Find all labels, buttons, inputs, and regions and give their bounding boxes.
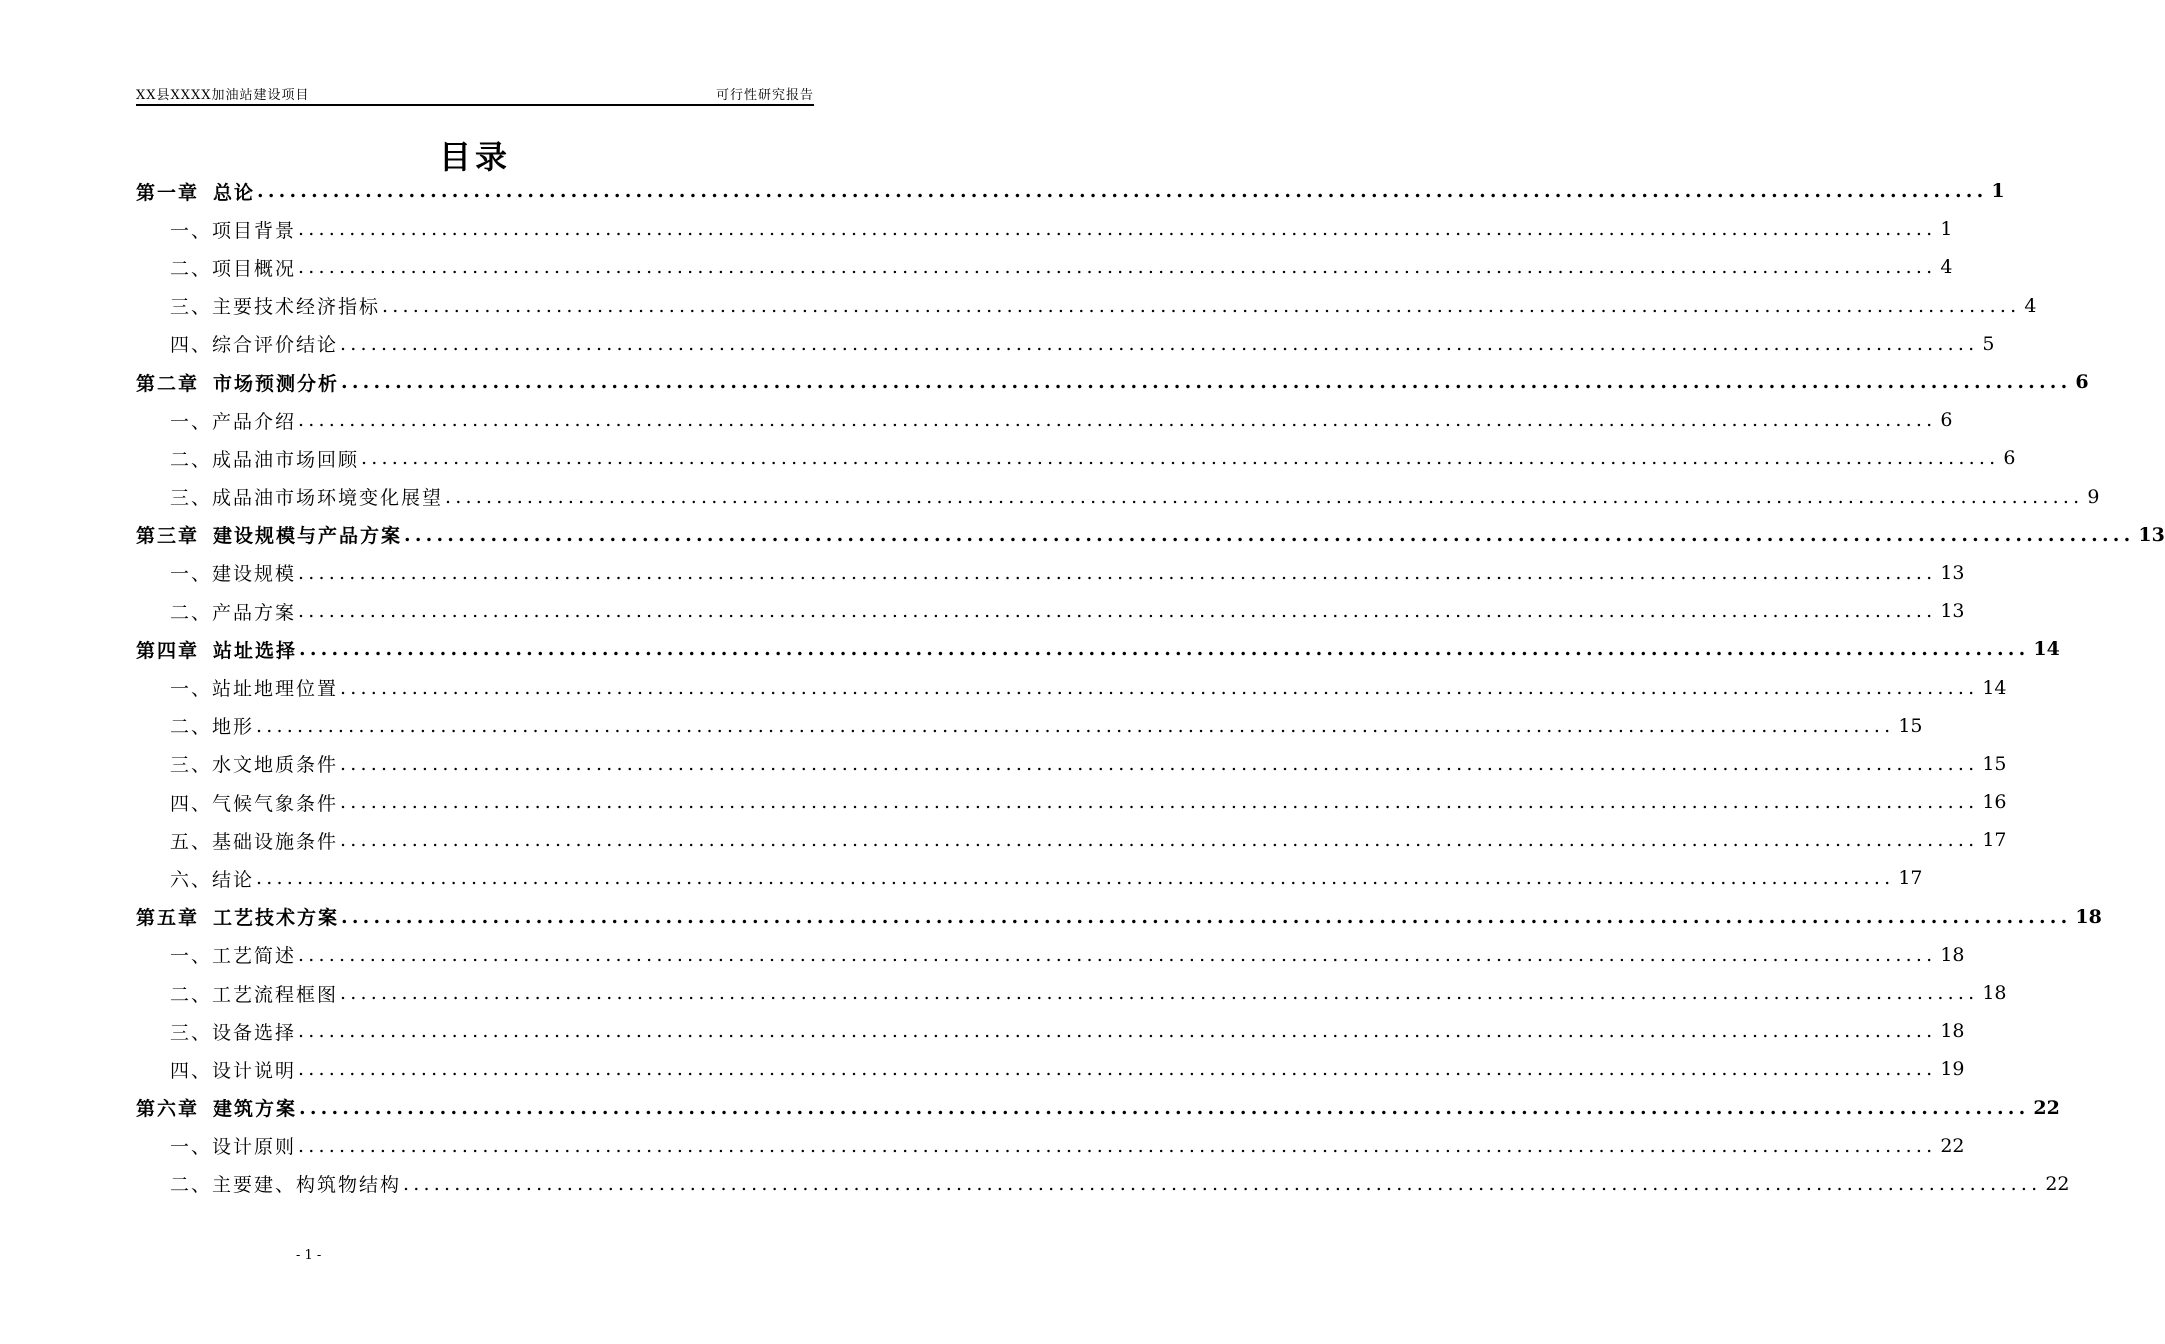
toc-dot-leader: ................................................................................................................................................................ [299,1096,2030,1119]
toc-entry-text: 一、设计原则 [170,1136,297,1159]
toc-section-entry[interactable] [136,936,1965,974]
toc-page-number: 6 [2075,371,2089,394]
toc-entry-title [170,407,296,434]
toc-entry-title [170,598,296,625]
toc-dot-leader: ................................................................................................................................................................ [298,943,1937,966]
toc-entry-title [170,254,296,281]
toc-dot-leader: ................................................................................................................................................................ [256,714,1895,737]
page-title: 目录 [438,138,511,176]
toc-chapter-entry[interactable] [136,630,2060,668]
toc-entry-title [170,980,338,1007]
toc-entry-title [170,445,359,472]
toc-section-entry[interactable] [136,554,1965,592]
toc-page-number: 13 [1940,561,1965,584]
toc-chapter-number: 第三章 [136,525,200,548]
toc-entry-title [136,369,339,396]
toc-entry-title [136,1094,297,1121]
toc-section-entry[interactable] [136,783,2007,821]
toc-chapter-number: 第一章 [136,181,200,204]
toc-section-entry[interactable] [136,248,1953,286]
toc-entry-text: 一、项目背景 [170,219,297,242]
toc-dot-leader: ................................................................................................................................................................ [298,409,1937,432]
toc-entry-text: 一、工艺简述 [170,945,297,968]
toc-chapter-number: 第六章 [136,1098,200,1121]
toc-section-entry[interactable] [136,1012,1965,1050]
toc-section-entry[interactable] [136,821,2007,859]
toc-entry-text: 四、综合评价结论 [170,334,339,357]
header-project-name: XX县XXXX加油站建设项目 [136,88,310,103]
toc-entry-title [170,559,296,586]
toc-entry-text: 二、工艺流程框图 [170,983,339,1006]
toc-page-number: 1 [1940,218,1953,241]
toc-section-entry[interactable] [136,974,2007,1012]
toc-chapter-entry[interactable] [136,898,2102,936]
toc-dot-leader: ................................................................................................................................................................ [404,523,2135,546]
toc-dot-leader: ................................................................................................................................................................ [298,1134,1937,1157]
toc-section-entry[interactable] [136,478,2100,516]
toc-section-entry[interactable] [136,592,1965,630]
toc-entry-text: 四、设计说明 [170,1059,297,1082]
toc-dot-leader: ................................................................................................................................................................ [340,332,1979,355]
toc-page-number: 5 [1982,332,1995,355]
toc-entry-text: 二、产品方案 [170,601,297,624]
toc-page-number: 22 [1940,1134,1965,1157]
toc-entry-title [170,330,338,357]
toc-page-number: 6 [2003,447,2016,470]
toc-entry-title [170,1170,401,1197]
toc-entry-text: 工艺技术方案 [213,907,340,930]
toc-entry-title [170,1018,296,1045]
toc-entry-title [170,789,338,816]
toc-page-number: 15 [1982,752,2007,775]
toc-entry-text: 六、结论 [170,868,255,891]
toc-section-entry[interactable] [136,287,2037,325]
toc-entry-title [170,674,338,701]
toc-entry-title [170,292,380,319]
toc-chapter-number: 第四章 [136,639,200,662]
toc-section-entry[interactable] [136,1165,2070,1203]
toc-section-entry[interactable] [136,325,1995,363]
toc-dot-leader: ................................................................................................................................................................ [340,982,1979,1005]
toc-section-entry[interactable] [136,707,1923,745]
toc-dot-leader: ................................................................................................................................................................ [298,1058,1937,1081]
toc-entry-text: 建设规模与产品方案 [213,525,403,548]
toc-page-number: 6 [1940,409,1953,432]
toc-entry-title [170,216,296,243]
toc-dot-leader: ................................................................................................................................................................ [298,561,1937,584]
toc-page-number: 16 [1982,791,2007,814]
toc-entry-title [170,865,254,892]
toc-dot-leader: ................................................................................................................................................................ [341,905,2072,928]
toc-page-number: 19 [1940,1058,1965,1081]
toc-section-entry[interactable] [136,439,2016,477]
toc-page-number: 18 [1940,1020,1965,1043]
table-of-contents [136,172,2165,1203]
toc-dot-leader: ................................................................................................................................................................ [299,638,2030,661]
toc-entry-title [170,1132,296,1159]
toc-page-number: 17 [1982,829,2007,852]
toc-dot-leader: ................................................................................................................................................................ [340,791,1979,814]
toc-page-number: 15 [1898,714,1923,737]
toc-dot-leader: ................................................................................................................................................................ [361,447,2000,470]
toc-dot-leader: ................................................................................................................................................................ [298,1020,1937,1043]
toc-entry-text: 一、建设规模 [170,563,297,586]
toc-entry-text: 五、基础设施条件 [170,830,339,853]
toc-entry-title [136,178,255,205]
toc-dot-leader: ................................................................................................................................................................ [256,867,1895,890]
toc-page-number: 18 [1982,982,2007,1005]
toc-dot-leader: ................................................................................................................................................................ [403,1172,2042,1195]
toc-page-number: 9 [2087,485,2100,508]
toc-entry-text: 二、项目概况 [170,257,297,280]
header-report-type: 可行性研究报告 [715,88,814,103]
toc-entry-text: 一、产品介绍 [170,410,297,433]
toc-section-entry[interactable] [136,1050,1965,1088]
toc-dot-leader: ................................................................................................................................................................ [340,676,1979,699]
toc-section-entry[interactable] [136,1127,1965,1165]
toc-page-number: 4 [1940,256,1953,279]
toc-page-number: 4 [2024,294,2037,317]
toc-entry-title [136,903,339,930]
toc-entry-text: 三、水文地质条件 [170,754,339,777]
toc-chapter-entry[interactable] [136,1089,2060,1127]
page-header [136,84,814,106]
toc-dot-leader: ................................................................................................................................................................ [445,485,2084,508]
toc-page-number: 1 [1991,180,2005,203]
toc-section-entry[interactable] [136,210,1953,248]
toc-dot-leader: ................................................................................................................................................................ [340,752,1979,775]
toc-page-number: 13 [2138,523,2165,546]
toc-entry-text: 站址选择 [213,639,298,662]
toc-dot-leader: ................................................................................................................................................................ [298,256,1937,279]
toc-page-number: 14 [1982,676,2007,699]
toc-page-number: 18 [1940,943,1965,966]
toc-entry-title [170,712,254,739]
toc-chapter-entry[interactable] [136,516,2165,554]
toc-section-entry[interactable] [136,745,2007,783]
toc-page-number: 22 [2045,1172,2070,1195]
toc-page-number: 14 [2033,638,2060,661]
toc-dot-leader: ................................................................................................................................................................ [298,600,1937,623]
toc-chapter-number: 第二章 [136,372,200,395]
toc-entry-text: 总论 [213,181,256,204]
toc-page-number: 22 [2033,1096,2060,1119]
toc-entry-text: 三、设备选择 [170,1021,297,1044]
toc-dot-leader: ................................................................................................................................................................ [340,829,1979,852]
toc-chapter-number: 第五章 [136,907,200,930]
toc-entry-text: 二、地形 [170,716,255,739]
page-number: - 1 - [296,1248,322,1263]
toc-entry-text: 三、成品油市场环境变化展望 [170,487,444,510]
toc-entry-text: 四、气候气象条件 [170,792,339,815]
toc-chapter-entry[interactable] [136,172,2005,210]
toc-entry-title [136,521,402,548]
toc-entry-text: 二、主要建、构筑物结构 [170,1174,402,1197]
toc-entry-text: 二、成品油市场回顾 [170,448,360,471]
toc-dot-leader: ................................................................................................................................................................ [298,218,1937,241]
toc-entry-text: 一、站址地理位置 [170,678,339,701]
toc-page-number: 17 [1898,867,1923,890]
toc-section-entry[interactable] [136,668,2007,706]
toc-entry-title [136,636,297,663]
toc-page-number: 13 [1940,600,1965,623]
toc-entry-title [170,483,443,510]
toc-dot-leader: ................................................................................................................................................................ [257,180,1988,203]
toc-dot-leader: ................................................................................................................................................................ [382,294,2021,317]
toc-entry-title [170,1056,296,1083]
toc-page-number: 18 [2075,905,2102,928]
toc-section-entry[interactable] [136,401,1953,439]
toc-entry-text: 市场预测分析 [213,372,340,395]
toc-entry-title [170,827,338,854]
toc-chapter-entry[interactable] [136,363,2089,401]
toc-entry-text: 建筑方案 [213,1098,298,1121]
toc-section-entry[interactable] [136,859,1923,897]
toc-entry-title [170,750,338,777]
toc-dot-leader: ................................................................................................................................................................ [341,371,2072,394]
toc-entry-title [170,941,296,968]
toc-entry-text: 三、主要技术经济指标 [170,296,381,319]
